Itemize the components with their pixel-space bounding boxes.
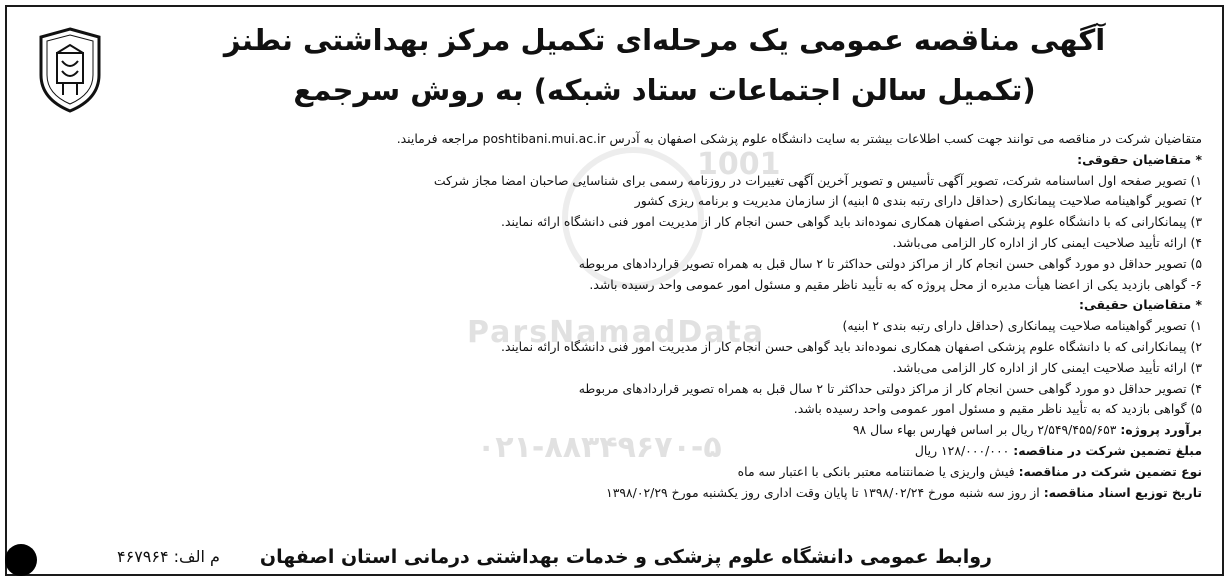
estimate-label: برآورد پروژه: [1120,422,1202,438]
natural-item: ۳) ارائه تأیید صلاحیت ایمنی کار از اداره کار الزامی می‌باشد. [892,359,1202,375]
guarantee-type-value: فیش واریزی یا ضمانتنامه معتبر بانکی با اعتبار سه ماه [737,463,1015,479]
notice-frame [5,5,1224,576]
guarantee-type-label: نوع تضمین شرکت در مناقصه: [1018,463,1202,479]
distribution-label: تاریخ توزیع اسناد مناقصه: [1043,484,1202,500]
notice-body [25,129,1202,503]
watermark-year: 1001 [697,147,781,182]
legal-heading: * متقاضیان حقوقی: [1077,151,1202,167]
natural-item: ۵) گواهی بازدید که به تأیید ناظر مقیم و مسئول امور عمومی واحد رسیده باشد. [793,401,1202,417]
estimate-value: ۲/۵۴۹/۴۵۵/۶۵۳ ریال بر اساس فهارس بهاء سال ۹۸ [852,422,1117,438]
watermark-brand: ParsNamadData [467,315,766,350]
guarantee-label: مبلغ تضمین شرکت در مناقصه: [1013,442,1202,458]
university-emblem-icon [35,25,105,115]
distribution-line [25,483,1202,504]
guarantee-line [25,441,1202,462]
notice-subtitle: (تکمیل سالن اجتماعات ستاد شبکه) به روش سرجمع [293,73,1036,107]
estimate-line [25,420,1202,441]
guarantee-value: ۱۲۸/۰۰۰/۰۰۰ ریال [914,442,1010,458]
legal-item: ۱) تصویر صفحه اول اساسنامه شرکت، تصویر آگهی تأسیس و تصویر آخرین آگهی تغییرات در روزنامه رسمی برای شناسایی صاحبان امضا مجاز شرکت [433,172,1202,188]
legal-item: ۴) ارائه تأیید صلاحیت ایمنی کار از اداره کار الزامی می‌باشد. [892,234,1202,250]
corner-dot-icon [5,544,37,576]
natural-item: ۴) تصویر حداقل دو مورد گواهی حسن انجام کار از مراکز دولتی حداکثر تا ۲ سال قبل به همراه تصویر قراردادهای مربوطه [578,380,1202,396]
legal-item: ۳) پیمانکارانی که با دانشگاه علوم پزشکی اصفهان همکاری نموده‌اند باید گواهی حسن انجام کار از مدیریت امور فنی دانشگاه ارائه نمایند. [501,214,1202,230]
legal-item: ۲) تصویر گواهینامه صلاحیت پیمانکاری (حداقل دارای رتبه بندی ۵ ابنیه) از سازمان مدیریت و برنامه ریزی کشور [634,193,1202,209]
legal-item: ۶- گواهی بازدید یکی از اعضا هیأت مدیره از محل پروژه که به تأیید ناظر مقیم و مسئول امور عمومی واحد رسیده باشد. [589,276,1202,292]
natural-heading: * متقاضیان حقیقی: [1079,297,1202,313]
notice-title: آگهی مناقصه عمومی یک مرحله‌ای تکمیل مرکز بهداشتی نطنز [223,23,1106,57]
natural-item: ۱) تصویر گواهینامه صلاحیت پیمانکاری (حداقل دارای رتبه بندی ۲ ابنیه) [842,318,1202,334]
natural-item: ۲) پیمانکارانی که با دانشگاه علوم پزشکی اصفهان همکاری نموده‌اند باید گواهی حسن انجام کار از مدیریت امور فنی دانشگاه ارائه نمایند. [501,338,1202,354]
distribution-value: از روز سه شنبه مورخ ۱۳۹۸/۰۲/۲۴ تا پایان وقت اداری روز یکشنبه مورخ ۱۳۹۸/۰۲/۲۹ [606,484,1040,500]
guarantee-type-line [25,462,1202,483]
legal-item: ۵) تصویر حداقل دو مورد گواهی حسن انجام کار از مراکز دولتی حداکثر تا ۲ سال قبل به همراه تصویر قراردادهای مربوطه [578,255,1202,271]
watermark-phone: ۰۲۱-۸۸۳۴۹۶۷۰-۵ [477,430,722,465]
intro-text: متقاضیان شرکت در مناقصه می توانند جهت کسب اطلاعات بیشتر به سایت دانشگاه علوم پزشکی اصفهان به آدرس poshtibani.mui.ac.ir مراجعه فرمایند. [396,131,1202,146]
reference-number: م الف: ۴۶۷۹۶۴ [117,547,220,566]
footer-organization: روابط عمومی دانشگاه علوم پزشکی و خدمات بهداشتی درمانی استان اصفهان [259,546,992,568]
